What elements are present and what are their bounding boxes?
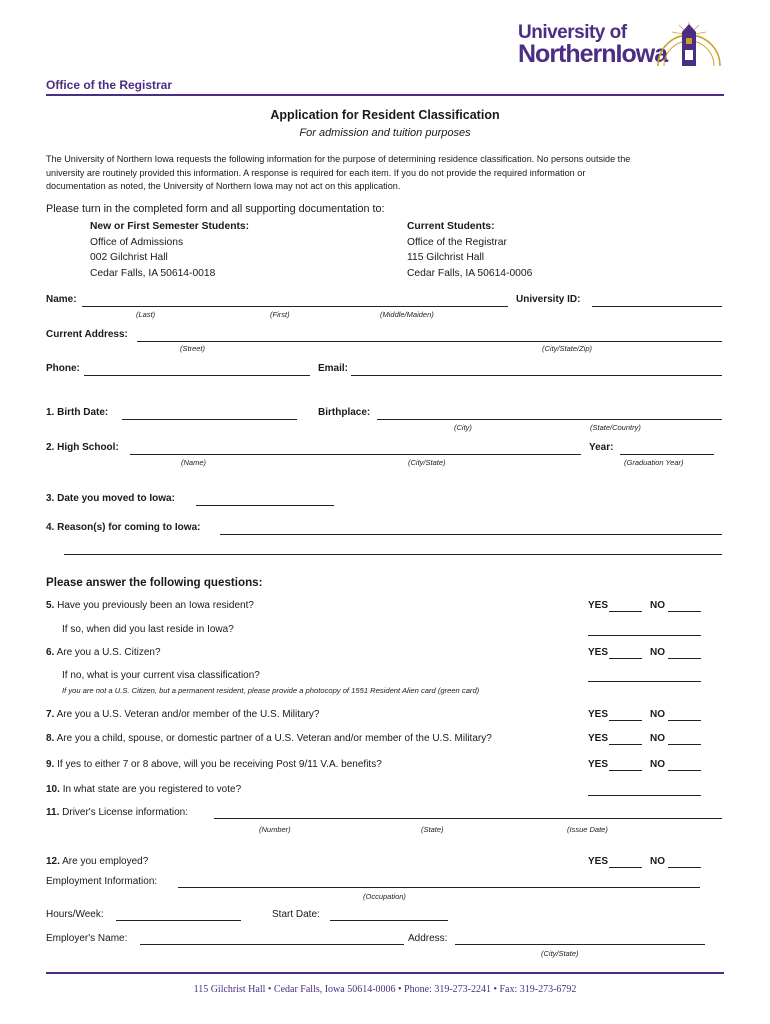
q8-yes-field[interactable]: [609, 744, 642, 745]
question-5b: If so, when did you last reside in Iowa?: [62, 624, 234, 635]
q6b-field[interactable]: [588, 681, 701, 682]
footer-rule: [46, 972, 724, 974]
question-12: 12. Are you employed?: [46, 856, 149, 867]
phone-field[interactable]: [84, 375, 310, 376]
year-field[interactable]: [620, 454, 714, 455]
birthplace-field[interactable]: [377, 419, 722, 420]
moved-label: 3. Date you moved to Iowa:: [46, 493, 175, 504]
q9-yes-field[interactable]: [609, 770, 642, 771]
form-subtitle: For admission and tuition purposes: [299, 127, 471, 139]
employer-address-field[interactable]: [455, 944, 705, 945]
employment-info-field[interactable]: [178, 887, 700, 888]
q7-no-label: NO: [650, 709, 665, 720]
license-state-caption: (State): [421, 825, 444, 834]
q5-no-label: NO: [650, 600, 665, 611]
q5-no-field[interactable]: [668, 611, 701, 612]
employer-address-label: Address:: [408, 933, 448, 944]
q9-no-label: NO: [650, 759, 665, 770]
high-school-label: 2. High School:: [46, 442, 119, 453]
street-caption: (Street): [180, 344, 206, 353]
start-date-label: Start Date:: [272, 909, 320, 920]
high-school-field[interactable]: [130, 454, 581, 455]
q5b-field[interactable]: [588, 635, 701, 636]
q10-field[interactable]: [588, 795, 701, 796]
questions-heading: Please answer the following questions:: [46, 576, 263, 589]
reasons-label: 4. Reason(s) for coming to Iowa:: [46, 522, 201, 533]
q8-no-label: NO: [650, 733, 665, 744]
question-8: 8. Are you a child, spouse, or domestic partner of a U.S. Veteran and/or member of the U.S. Military?: [46, 733, 492, 744]
hours-week-label: Hours/Week:: [46, 909, 104, 920]
university-id-label: University ID:: [516, 294, 581, 305]
q6-no-label: NO: [650, 647, 665, 658]
q7-yes-field[interactable]: [609, 720, 642, 721]
name-middle-caption: (Middle/Maiden): [380, 310, 434, 319]
q8-no-field[interactable]: [668, 744, 701, 745]
name-label: Name:: [46, 294, 77, 305]
footer-contact: 115 Gilchrist Hall • Cedar Falls, Iowa 50614-0006 • Phone: 319-273-2241 • Fax: 319-273-6792: [193, 984, 577, 995]
reasons-field-line-2[interactable]: [64, 554, 722, 555]
drivers-license-field[interactable]: [214, 818, 722, 819]
birthplace-label: Birthplace:: [318, 407, 371, 418]
q9-no-field[interactable]: [668, 770, 701, 771]
question-5: 5. Have you previously been an Iowa resident?: [46, 600, 254, 611]
intro-paragraph: The University of Northern Iowa requests the following information for the purpose of determining residence classification. No persons outside the university are routinely provided this information. A response is required for each item. If you do not provide the required information or documentation as noted, the University of Northern Iowa may not act on this application.: [46, 154, 631, 191]
current-address-field[interactable]: [137, 341, 722, 342]
question-6b: If no, what is your current visa classification?: [62, 670, 260, 681]
q9-yes-label: YES: [588, 759, 609, 770]
q6-yes-field[interactable]: [609, 658, 642, 659]
hours-week-field[interactable]: [116, 920, 241, 921]
license-issue-caption: (Issue Date): [567, 825, 608, 834]
q6-yes-label: YES: [588, 647, 609, 658]
q6-note: If you are not a U.S. Citizen, but a permanent resident, please provide a photocopy of 1551 Resident Alien card (green card): [62, 686, 480, 695]
q12-yes-field[interactable]: [609, 867, 642, 868]
grad-year-caption: (Graduation Year): [624, 458, 684, 467]
employer-city-state-caption: (City/State): [541, 949, 579, 958]
moved-date-field[interactable]: [196, 505, 334, 506]
email-label: Email:: [318, 363, 349, 374]
q12-no-field[interactable]: [668, 867, 701, 868]
logo-line-1: University of: [518, 22, 627, 43]
start-date-field[interactable]: [330, 920, 448, 921]
question-7: 7. Are you a U.S. Veteran and/or member of the U.S. Military?: [46, 709, 320, 720]
employment-info-label: Employment Information:: [46, 876, 158, 887]
q12-yes-label: YES: [588, 856, 609, 867]
name-first-caption: (First): [270, 310, 290, 319]
q12-no-label: NO: [650, 856, 665, 867]
q6-no-field[interactable]: [668, 658, 701, 659]
birth-date-field[interactable]: [122, 419, 297, 420]
campanile-seal-icon: [652, 8, 726, 74]
question-6: 6. Are you a U.S. Citizen?: [46, 647, 161, 658]
employer-name-label: Employer's Name:: [46, 933, 128, 944]
q5-yes-field[interactable]: [609, 611, 642, 612]
license-number-caption: (Number): [259, 825, 291, 834]
address-current-students: Current Students: Office of the Registrar 115 Gilchrist Hall Cedar Falls, IA 50614-0006: [407, 221, 533, 279]
header-rule: [46, 94, 724, 96]
hs-city-state-caption: (City/State): [408, 458, 446, 467]
question-9: 9. If yes to either 7 or 8 above, will you be receiving Post 9/11 V.A. benefits?: [46, 759, 382, 770]
birth-state-country-caption: (State/Country): [590, 423, 641, 432]
birth-date-label: 1. Birth Date:: [46, 407, 109, 418]
employer-name-field[interactable]: [140, 944, 404, 945]
q5-yes-label: YES: [588, 600, 609, 611]
q7-yes-label: YES: [588, 709, 609, 720]
question-11: 11. Driver's License information:: [46, 807, 188, 818]
phone-label: Phone:: [46, 363, 80, 374]
university-id-field[interactable]: [592, 306, 722, 307]
occupation-caption: (Occupation): [363, 892, 406, 901]
year-label: Year:: [589, 442, 614, 453]
email-field[interactable]: [351, 375, 722, 376]
name-field[interactable]: [82, 306, 508, 307]
address-new-students: New or First Semester Students: Office of Admissions 002 Gilchrist Hall Cedar Falls, IA 50614-0018: [90, 221, 250, 279]
form-title: Application for Resident Classification: [270, 108, 500, 122]
name-last-caption: (Last): [136, 310, 156, 319]
question-10: 10. In what state are you registered to vote?: [46, 784, 242, 795]
q7-no-field[interactable]: [668, 720, 701, 721]
current-address-label: Current Address:: [46, 329, 128, 340]
birth-city-caption: (City): [454, 423, 472, 432]
office-title: Office of the Registrar: [46, 78, 173, 92]
turn-in-text: Please turn in the completed form and all supporting documentation to:: [46, 203, 385, 215]
logo-line-2: NorthernIowa: [518, 40, 668, 68]
q8-yes-label: YES: [588, 733, 609, 744]
reasons-field-line-1[interactable]: [220, 534, 722, 535]
city-state-zip-caption: (City/State/Zip): [542, 344, 593, 353]
hs-name-caption: (Name): [181, 458, 207, 467]
